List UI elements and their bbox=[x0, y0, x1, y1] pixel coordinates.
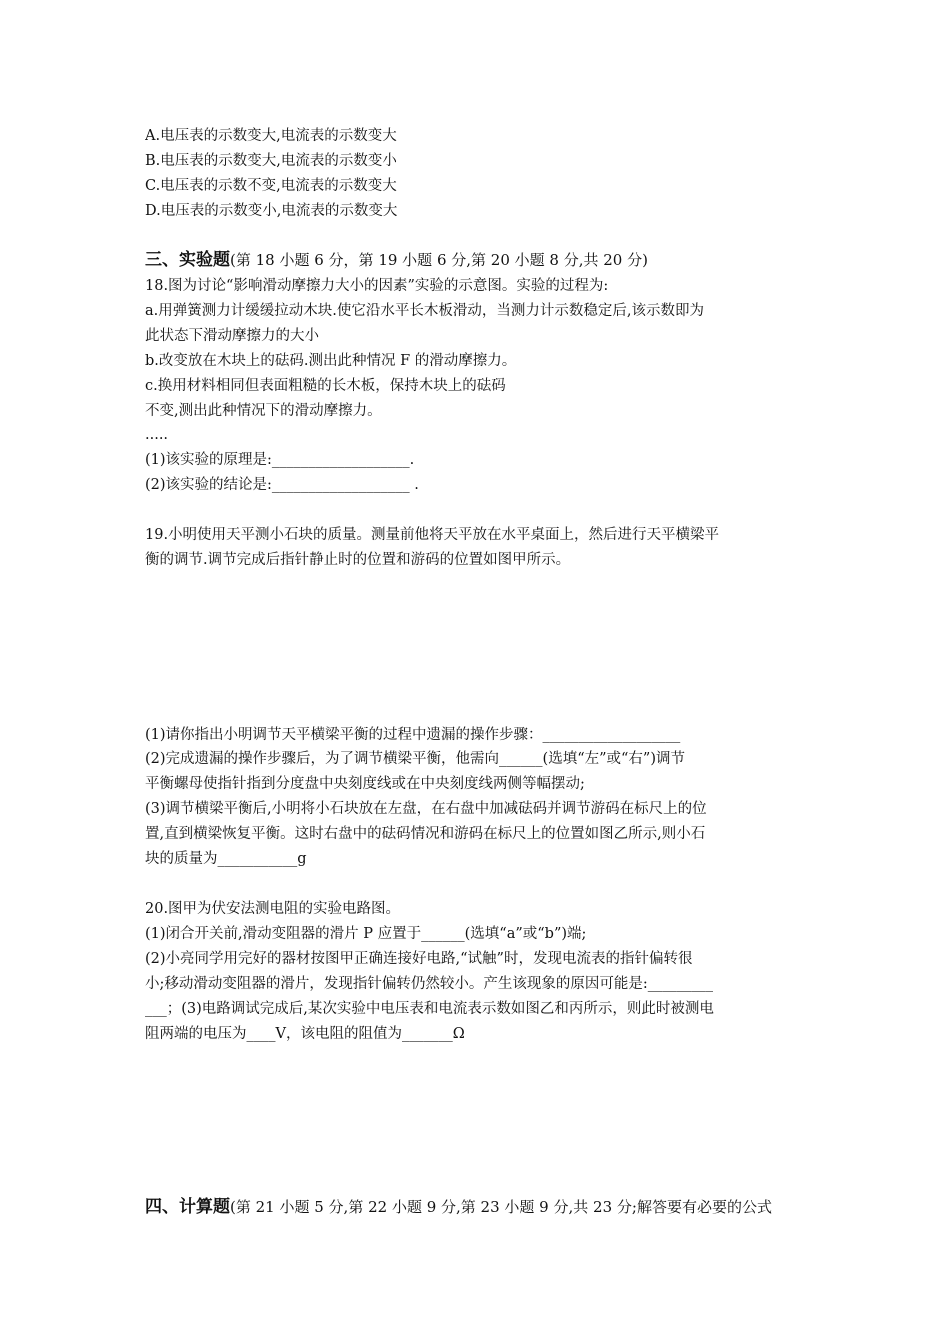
section-3-note: (第 18 小题 6 分，第 19 小题 6 分,第 20 小题 8 分,共 20 分) bbox=[230, 251, 648, 269]
q19-sub-2b: 平衡螺母使指针指到分度盘中央刻度线或在中央刻度线两侧等幅摆动; bbox=[145, 776, 585, 792]
q20-sub-3: 阻两端的电压为____V，该电阻的阻值为_______Ω bbox=[145, 1026, 465, 1042]
q19-sub-1: (1)请你指出小明调节天平横梁平衡的过程中遗漏的操作步骤：___________________ bbox=[145, 727, 681, 743]
q18-sub-2: (2)该实验的结论是:___________________ . bbox=[145, 477, 419, 493]
q18-line-4: b.改变放在木块上的砝码.测出此种情况 F 的滑动摩擦力。 bbox=[145, 353, 517, 369]
q19-line-1: 19.小明使用天平测小石块的质量。测量前他将天平放在水平桌面上，然后进行天平横梁平 bbox=[145, 527, 720, 543]
q20-line-1: 20.图甲为伏安法测电阻的实验电路图。 bbox=[145, 901, 401, 917]
q18-line-6: 不变,测出此种情况下的滑动摩擦力。 bbox=[145, 403, 382, 419]
option-c: C.电压表的示数不变,电流表的示数变大 bbox=[145, 178, 397, 194]
q19-sub-3b: 置,直到横梁恢复平衡。这时右盘中的砝码情况和游码在标尺上的位置如图乙所示,则小石 bbox=[145, 826, 706, 842]
q19-sub-3a: (3)调节横梁平衡后,小明将小石块放在左盘，在右盘中加减砝码并调节游码在标尺上的位 bbox=[145, 801, 707, 817]
q20-sub-2b: 小;移动滑动变阻器的滑片，发现指针偏转仍然较小。产生该现象的原因可能是:_________ bbox=[145, 976, 714, 992]
option-d: D.电压表的示数变小,电流表的示数变大 bbox=[145, 203, 398, 219]
q19-sub-3c: 块的质量为___________g bbox=[145, 851, 307, 867]
q18-line-1: 18.图为讨论“影响滑动摩擦力大小的因素”实验的示意图。实验的过程为: bbox=[145, 278, 609, 294]
section-3-title: 三、实验题 bbox=[145, 250, 230, 270]
q18-line-2: a.用弹簧测力计缓缓拉动木块.使它沿水平长木板滑动，当测力计示数稳定后,该示数即为 bbox=[145, 303, 704, 319]
option-b: B.电压表的示数变大,电流表的示数变小 bbox=[145, 153, 397, 169]
section-4-note: (第 21 小题 5 分,第 22 小题 9 分,第 23 小题 9 分,共 23 分;解答要有必要的公式 bbox=[230, 1198, 772, 1216]
q20-sub-2c: ___；(3)电路调试完成后,某次实验中电压表和电流表示数如图乙和丙所示，则此时被测电 bbox=[145, 1001, 714, 1017]
q19-sub-2a: (2)完成遗漏的操作步骤后，为了调节横梁平衡，他需向______(选填“左”或“右”)调节 bbox=[145, 751, 686, 767]
q18-line-3: 此状态下滑动摩擦力的大小 bbox=[145, 328, 319, 344]
section-3-heading bbox=[145, 250, 815, 270]
q18-line-5: c.换用材料相同但表面粗糙的长木板，保持木块上的砝码 bbox=[145, 378, 506, 394]
section-4-title: 四、计算题 bbox=[145, 1197, 230, 1217]
option-a: A.电压表的示数变大,电流表的示数变大 bbox=[145, 128, 397, 144]
q18-sub-1: (1)该实验的原理是:___________________. bbox=[145, 452, 415, 468]
q20-sub-2a: (2)小亮同学用完好的器材按图甲正确连接好电路,“试触”时，发现电流表的指针偏转很 bbox=[145, 951, 693, 967]
q19-line-2: 衡的调节.调节完成后指针静止时的位置和游码的位置如图甲所示。 bbox=[145, 552, 571, 568]
q20-sub-1: (1)闭合开关前,滑动变阻器的滑片 P 应置于______(选填“a”或“b”)端; bbox=[145, 926, 587, 942]
section-4-heading bbox=[145, 1197, 815, 1217]
q18-dots: ..... bbox=[145, 427, 169, 443]
